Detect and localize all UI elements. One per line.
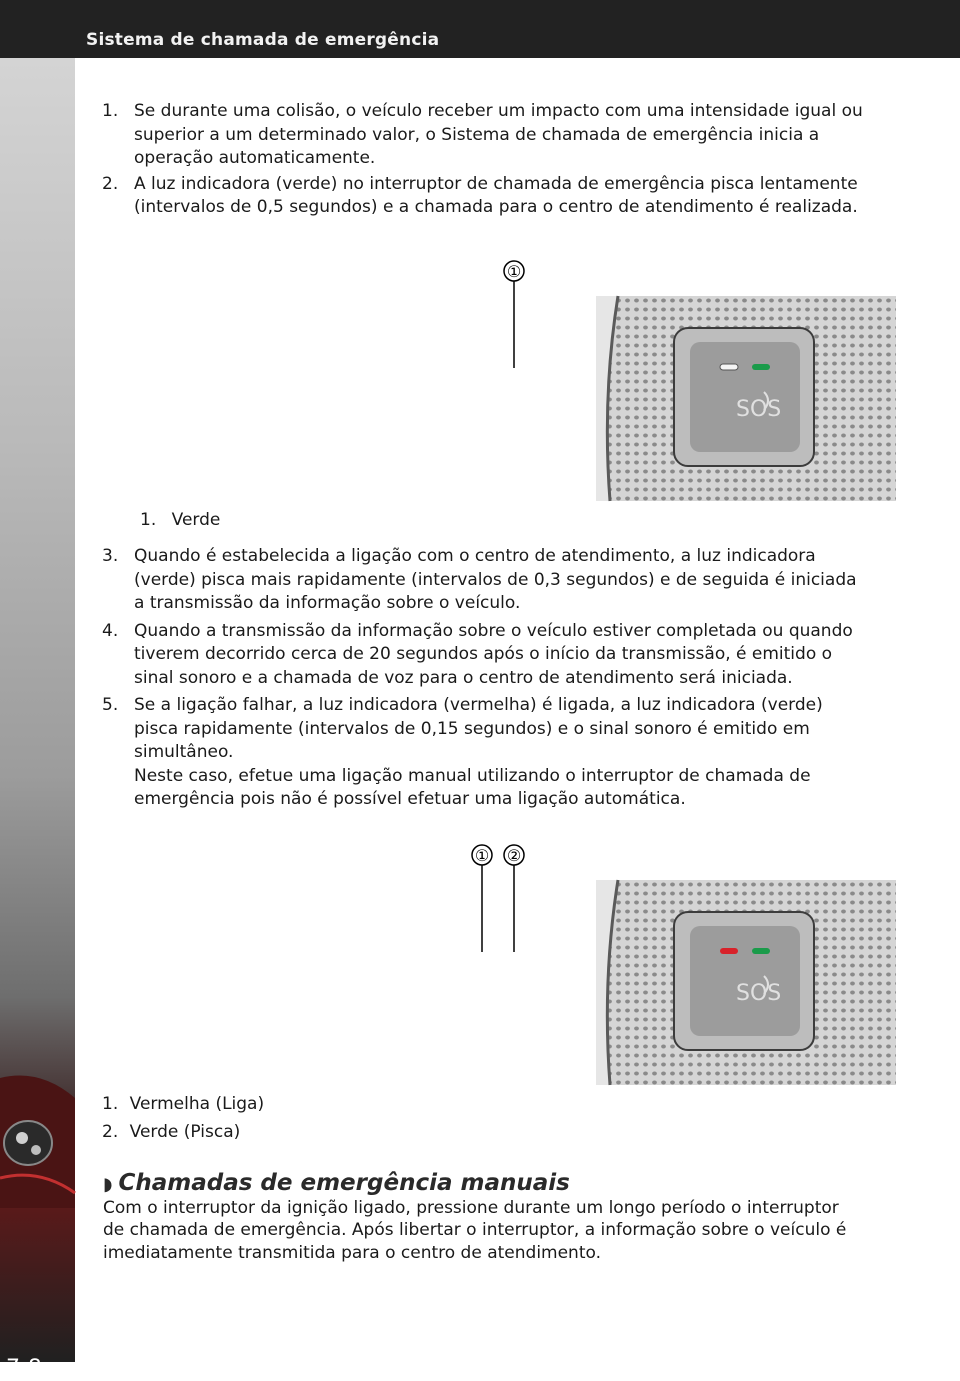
header-title: Sistema de chamada de emergência <box>86 30 440 50</box>
page-header <box>0 0 960 58</box>
list-item <box>100 173 870 220</box>
list-item-text: Se a ligação falhar, a luz indicadora (vermelha) é ligada, a luz indicadora (verde) pisca rapidamente (intervalos de 0,15 segundos) e o sinal sonoro é emitido em simultâneo. <box>134 695 823 762</box>
section-heading-text: Chamadas de emergência manuais <box>118 1170 570 1196</box>
callout-2: ② <box>506 846 522 865</box>
steps-section-a <box>100 100 870 220</box>
sos-panel-drawing <box>596 880 896 1085</box>
list-item-text: A luz indicadora (verde) no interruptor de chamada de emergência pisca lentamente (intervalos de 0,5 segundos) e a chamada para o centro de atendimento é realizada. <box>134 173 858 217</box>
caption-text: Verde (Pisca) <box>129 1122 241 1142</box>
list-item-text: Se durante uma colisão, o veículo receber um impacto com uma intensidade igual ou superior a um determinado valor, o Sistema de chamada de emergência inicia a operação automaticamente. <box>134 101 863 168</box>
green-led-indicator <box>752 364 770 370</box>
caption-number: 1. <box>102 1094 119 1114</box>
callout-1: ① <box>474 846 490 865</box>
list-item <box>100 545 870 616</box>
list-item-number: 4. <box>102 620 119 641</box>
list-item <box>100 694 870 812</box>
car-headlight-image <box>0 1058 75 1208</box>
list-item-text: Quando é estabelecida a ligação com o centro de atendimento, a luz indicadora (verde) pisca mais rapidamente (intervalos de 0,3 segundos) e de seguida é iniciada a transmissão da informação sobre o veículo. <box>134 546 857 613</box>
figure-caption <box>102 1093 264 1117</box>
list-item-number: 3. <box>102 546 119 566</box>
figure-caption <box>102 1121 240 1145</box>
caption-text: Verde <box>171 510 221 530</box>
list-item-text: Quando a transmissão da informação sobre o veículo estiver completada ou quando tiverem decorrido cerca de 20 segundos após o início da transmissão, é emitido o sinal sonoro e a chamada de voz para o centro de atendimento será iniciada. <box>134 620 853 688</box>
list-item <box>100 620 870 691</box>
list-item-number: 1. <box>102 101 119 121</box>
section-heading <box>103 1172 863 1197</box>
caption-number: 2. <box>102 1122 119 1142</box>
list-item <box>100 100 870 171</box>
sos-label: SOS <box>736 981 782 1006</box>
callout-1: ① <box>506 262 522 281</box>
green-led-indicator <box>752 948 770 954</box>
figure-caption <box>140 509 220 533</box>
list-item-number: 5. <box>102 695 119 715</box>
sos-label: SOS <box>736 397 782 422</box>
section-paragraph: Com o interruptor da ignição ligado, pressione durante um longo período o interruptor de chamada de emergência. Após libertar o interruptor, a informação sobre o veículo é imediatamente transmitida para o centro de atendimento. <box>103 1197 847 1263</box>
figure-sos-button-green <box>100 258 870 530</box>
section-marker: ◗ <box>103 1174 113 1195</box>
list-item-note: Neste caso, efetue uma ligação manual utilizando o interruptor de chamada de emergência pois não é possível efetuar uma ligação automática. <box>134 765 811 809</box>
red-led-indicator <box>720 948 738 954</box>
manual-calls-section <box>103 1172 863 1264</box>
side-decoration-strip <box>0 58 75 1381</box>
list-item-number: 2. <box>102 173 119 194</box>
white-led-indicator <box>720 364 738 370</box>
caption-text: Vermelha (Liga) <box>129 1094 265 1114</box>
figure-sos-button-red-green <box>100 842 870 1142</box>
caption-number: 1. <box>140 510 157 530</box>
steps-section-b <box>100 545 870 812</box>
page-number: 7-8 <box>6 1356 42 1381</box>
sos-panel-image <box>596 880 896 1085</box>
sos-panel-image <box>596 296 896 501</box>
sos-panel-drawing <box>596 296 896 501</box>
